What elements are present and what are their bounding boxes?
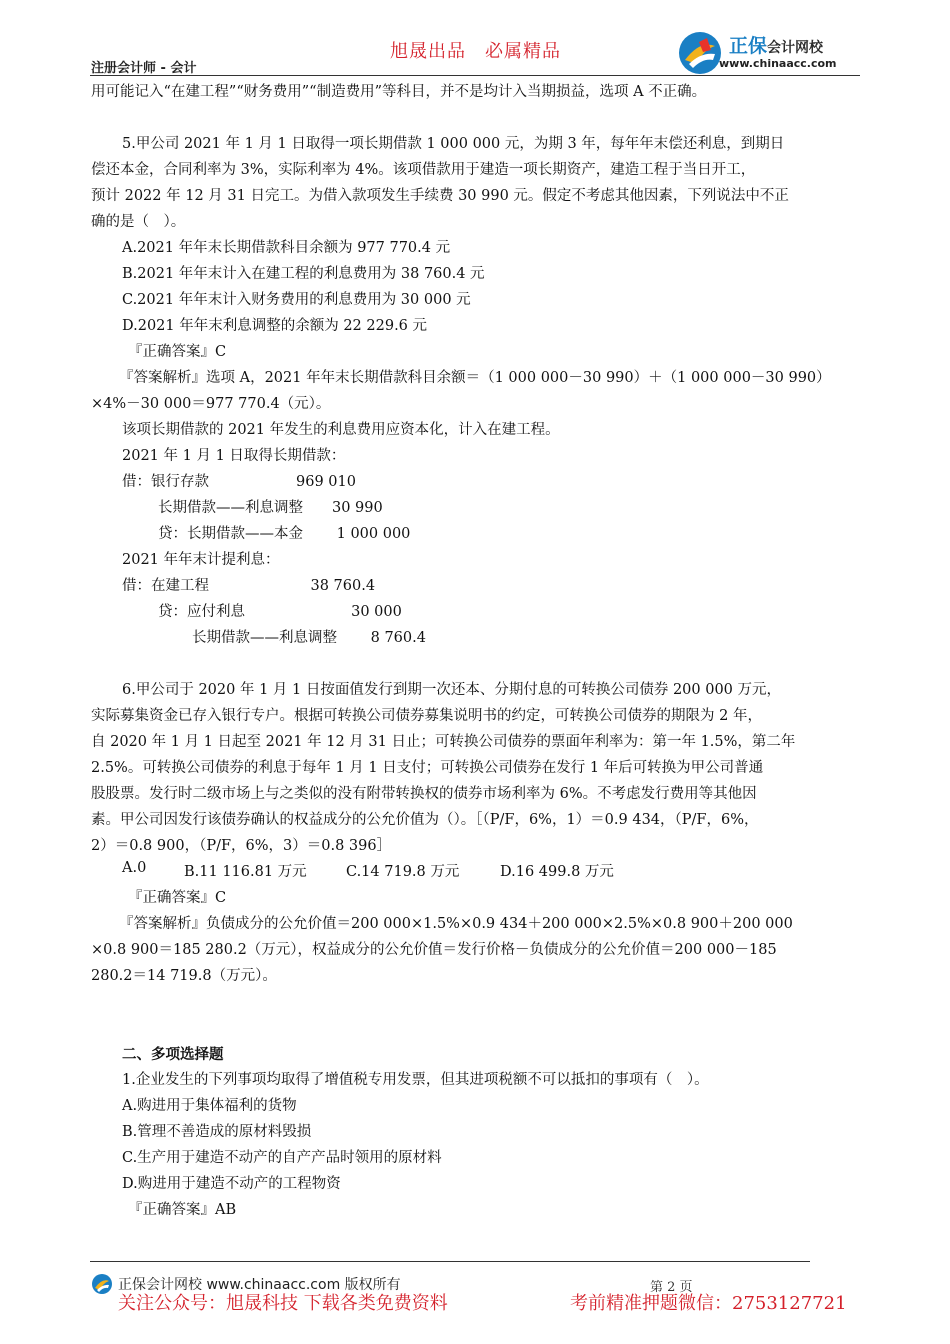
footer-copyright: 正保会计网校 www.chinaacc.com 版权所有: [118, 1277, 401, 1293]
q6-stem-line: 自 2020 年 1 月 1 日起至 2021 年 12 月 31 日止；可转换公司债券的票面年利率为：第一年 1.5%，第二年: [91, 734, 796, 750]
q6-option-b: B.11 116.81 万元: [184, 864, 307, 880]
footer-divider: [90, 1261, 810, 1262]
footer-logo-icon: [91, 1273, 113, 1295]
page-number: 第 2 页: [650, 1280, 693, 1295]
section-title: 二、多项选择题: [122, 1047, 224, 1063]
q5-option-a: A.2021 年年末长期借款科目余额为 977 770.4 元: [122, 240, 451, 256]
journal-entry-line: 借：银行存款 969 010: [122, 474, 356, 490]
brand-url: www.chinaacc.com: [719, 57, 837, 70]
q6-option-d: D.16 499.8 万元: [500, 864, 614, 880]
brand-logo: [677, 28, 867, 76]
brand-logo-icon: [677, 30, 723, 76]
q6-option-a: A.0: [122, 860, 147, 876]
q5-stem-line: 偿还本金，合同利率为 3%，实际利率为 4%。该项借款用于建造一项长期资产，建造工程于当日开工，: [91, 162, 756, 178]
brand-name: 正保会计网校: [729, 35, 824, 57]
q6-stem-line: 素。甲公司因发行该债券确认的权益成分的公允价值为（）。［（P/F，6%，1）＝0.9 434，（P/F，6%，: [91, 812, 759, 828]
q5-analysis-line: 2021 年 1 月 1 日取得长期借款：: [122, 448, 346, 464]
q5-option-d: D.2021 年年末利息调整的余额为 22 229.6 元: [122, 318, 428, 334]
s2-q1-answer: 『正确答案』AB: [128, 1202, 237, 1218]
q6-stem-line: 6.甲公司于 2020 年 1 月 1 日按面值发行到期一次还本、分期付息的可转换公司债券 200 000 万元，: [122, 682, 782, 698]
q5-stem-line: 确的是（ ）。: [91, 214, 186, 230]
q6-answer: 『正确答案』C: [128, 890, 227, 906]
s2-q1-option-c: C.生产用于建造不动产的自产产品时领用的原材料: [122, 1150, 442, 1166]
q5-option-c: C.2021 年年末计入财务费用的利息费用为 30 000 元: [122, 292, 471, 308]
q6-analysis-line: 『答案解析』负债成分的公允价值＝200 000×1.5%×0.9 434＋200 000×2.5%×0.8 900＋200 000: [119, 916, 793, 932]
q6-stem-line: 2）＝0.8 900，（P/F，6%，3）＝0.8 396］: [91, 838, 392, 854]
s2-q1-stem: 1.企业发生的下列事项均取得了增值税专用发票，但其进项税额不可以抵扣的事项有（ ）。: [122, 1072, 709, 1088]
q5-analysis-line: 2021 年年末计提利息：: [122, 552, 280, 568]
q5-analysis-line: 『答案解析』选项 A，2021 年年末长期借款科目余额＝（1 000 000－30 990）＋（1 000 000－30 990）: [119, 370, 831, 386]
journal-entry-line: 贷：长期借款——本金 1 000 000: [158, 526, 411, 542]
journal-entry-line: 贷：应付利息 30 000: [158, 604, 402, 620]
journal-entry-line: 借：在建工程 38 760.4: [122, 578, 376, 594]
q5-answer: 『正确答案』C: [128, 344, 227, 360]
q5-analysis-line: 该项长期借款的 2021 年发生的利息费用应资本化，计入在建工程。: [122, 422, 560, 438]
q5-analysis-line: ×4%－30 000＝977 770.4（元）。: [91, 396, 331, 412]
q5-stem-line: 5.甲公司 2021 年 1 月 1 日取得一项长期借款 1 000 000 元，为期 3 年，每年年末偿还利息，到期日: [122, 136, 785, 152]
q6-analysis-line: ×0.8 900＝185 280.2（万元），权益成分的公允价值＝发行价格－负债成分的公允价值＝200 000－185: [91, 942, 777, 958]
lead-paragraph: 用可能记入“在建工程”“财务费用”“制造费用”等科目，并不是均计入当期损益，选项 A 不正确。: [91, 84, 707, 100]
promo-right: 考前精准押题微信：2753127721: [570, 1293, 847, 1314]
journal-entry-line: 长期借款——利息调整 8 760.4: [192, 630, 426, 646]
promo-left: 关注公众号：旭晟科技 下载各类免费资料: [118, 1293, 448, 1314]
q5-stem-line: 预计 2022 年 12 月 31 日完工。为借入款项发生手续费 30 990 元。假定不考虑其他因素，下列说法中不正: [91, 188, 789, 204]
q6-stem-line: 实际募集资金已存入银行专户。根据可转换公司债券募集说明书的约定，可转换公司债券的期限为 2 年，: [91, 708, 762, 724]
q6-stem-line: 2.5%。可转换公司债券的利息于每年 1 月 1 日支付；可转换公司债券在发行 1 年后可转换为甲公司普通: [91, 760, 764, 776]
journal-entry-line: 长期借款——利息调整 30 990: [158, 500, 383, 516]
q6-analysis-line: 280.2＝14 719.8（万元）。: [91, 968, 277, 984]
s2-q1-option-d: D.购进用于建造不动产的工程物资: [122, 1176, 341, 1192]
q5-option-b: B.2021 年年末计入在建工程的利息费用为 38 760.4 元: [122, 266, 485, 282]
s2-q1-option-a: A.购进用于集体福利的货物: [122, 1098, 297, 1114]
s2-q1-option-b: B.管理不善造成的原材料毁损: [122, 1124, 312, 1140]
q6-option-c: C.14 719.8 万元: [346, 864, 460, 880]
document-category: 注册会计师 - 会计: [91, 61, 197, 76]
header-divider: [90, 75, 860, 76]
q6-stem-line: 股股票。发行时二级市场上与之类似的没有附带转换权的债券市场利率为 6%。不考虑发行费用等其他因: [91, 786, 757, 802]
header-slogan: 旭晟出品 必属精品: [390, 41, 561, 62]
